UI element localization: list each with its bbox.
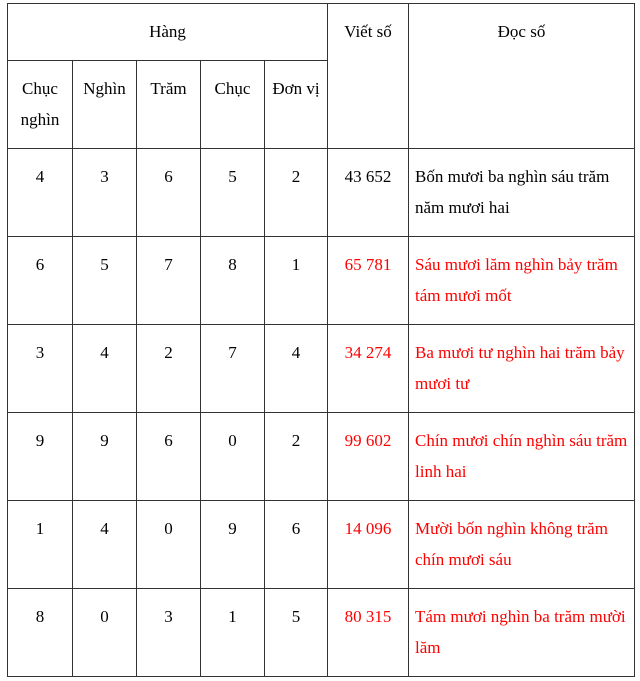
digit-cell: 4: [73, 325, 137, 413]
digit-cell: 5: [201, 149, 265, 237]
header-doc-so: Đọc số: [409, 4, 635, 149]
digit-cell: 4: [265, 325, 328, 413]
digit-cell: 9: [73, 413, 137, 501]
digit-cell: 5: [73, 237, 137, 325]
digit-cell: 4: [8, 149, 73, 237]
digit-cell: 1: [265, 237, 328, 325]
table-row: [8, 237, 635, 325]
digit-cell: 3: [137, 589, 201, 677]
header-viet-so: Viết số: [328, 4, 409, 149]
digit-cell: 8: [8, 589, 73, 677]
number-cell: 65 781: [328, 237, 409, 325]
table-row: [8, 413, 635, 501]
number-cell: 34 274: [328, 325, 409, 413]
number-cell: 99 602: [328, 413, 409, 501]
header-chuc-nghin: Chục nghìn: [8, 61, 73, 149]
digit-cell: 6: [8, 237, 73, 325]
digit-cell: 3: [8, 325, 73, 413]
digit-cell: 0: [73, 589, 137, 677]
digit-cell: 6: [265, 501, 328, 589]
digit-cell: 2: [265, 413, 328, 501]
header-hang: Hàng: [8, 4, 328, 61]
digit-cell: 0: [137, 501, 201, 589]
table-row: [8, 325, 635, 413]
table-row: [8, 501, 635, 589]
digit-cell: 6: [137, 413, 201, 501]
reading-cell: Tám mươi nghìn ba trăm mười lăm: [409, 589, 635, 677]
digit-cell: 0: [201, 413, 265, 501]
table-row: [8, 149, 635, 237]
digit-cell: 3: [73, 149, 137, 237]
number-place-value-table: [7, 3, 635, 677]
digit-cell: 1: [8, 501, 73, 589]
digit-cell: 7: [201, 325, 265, 413]
reading-cell: Sáu mươi lăm nghìn bảy trăm tám mươi mốt: [409, 237, 635, 325]
digit-cell: 8: [201, 237, 265, 325]
reading-cell: Chín mươi chín nghìn sáu trăm linh hai: [409, 413, 635, 501]
digit-cell: 1: [201, 589, 265, 677]
header-chuc: Chục: [201, 61, 265, 149]
header-tram: Trăm: [137, 61, 201, 149]
digit-cell: 7: [137, 237, 201, 325]
digit-cell: 2: [265, 149, 328, 237]
header-don-vi: Đơn vị: [265, 61, 328, 149]
reading-cell: Ba mươi tư nghìn hai trăm bảy mươi tư: [409, 325, 635, 413]
digit-cell: 6: [137, 149, 201, 237]
reading-cell: Bốn mươi ba nghìn sáu trăm năm mươi hai: [409, 149, 635, 237]
digit-cell: 5: [265, 589, 328, 677]
number-cell: 43 652: [328, 149, 409, 237]
digit-cell: 2: [137, 325, 201, 413]
digit-cell: 9: [201, 501, 265, 589]
number-cell: 14 096: [328, 501, 409, 589]
reading-cell: Mười bốn nghìn không trăm chín mươi sáu: [409, 501, 635, 589]
digit-cell: 4: [73, 501, 137, 589]
number-cell: 80 315: [328, 589, 409, 677]
header-nghin: Nghìn: [73, 61, 137, 149]
digit-cell: 9: [8, 413, 73, 501]
table-row: [8, 589, 635, 677]
